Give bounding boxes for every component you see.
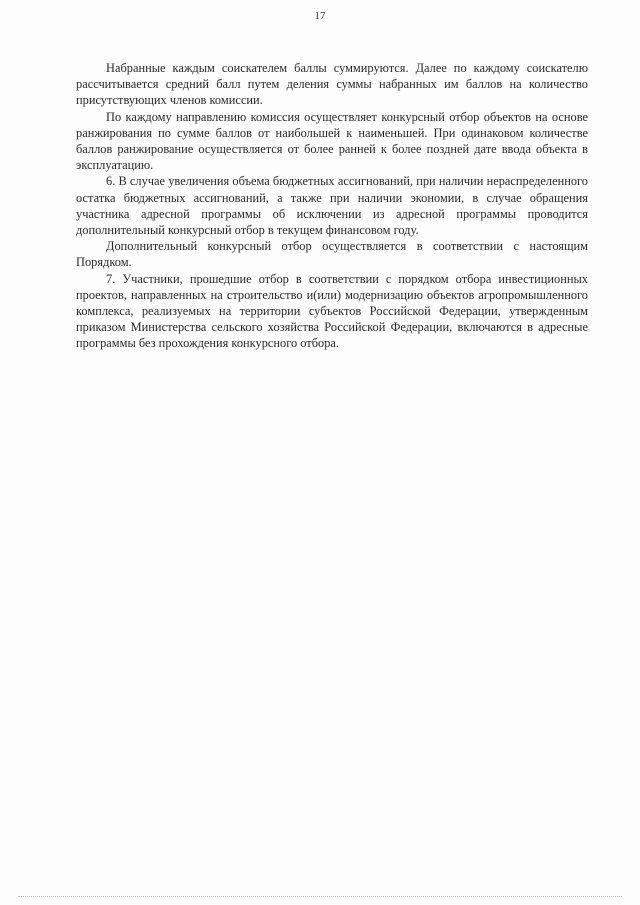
scan-edge-line [18, 896, 622, 897]
document-body [76, 60, 588, 352]
paragraph-ranking: По каждому направлению комиссия осуществляет конкурсный отбор объектов на основе ранжирования по сумме баллов от наибольшей к наименьшей. При одинаковом количестве баллов ранжирование осуществляется от более ранней к более поздней дате ввода объекта в эксплуатацию. [76, 109, 588, 173]
page-number: 17 [314, 10, 326, 22]
paragraph-scores-summation: Набранные каждым соискателем баллы суммируются. Далее по каждому соискателю рассчитывается средний балл путем деления суммы набранных им баллов на количество присутствующих членов комиссии. [76, 61, 588, 108]
paragraph-procedure-reference: Дополнительный конкурсный отбор осуществляется в соответствии с настоящим Порядком. [76, 239, 588, 270]
paragraph-additional-selection: 6. В случае увеличения объема бюджетных ассигнований, при наличии нераспределенного остатка бюджетных ассигнований, а также при наличии экономии, в случае обращения участника адресной программы об исключении из адресной программы проводится дополнительный конкурсный отбор в текущем финансовом году. [76, 174, 588, 238]
paragraph-participants-inclusion: 7. Участники, прошедшие отбор в соответствии с порядком отбора инвестиционных проектов, направленных на строительство и(или) модернизацию объектов агропромышленного комплекса, реализуемых на территории субъектов Российской Федерации, утвержденным приказом Министерства сельского хозяйства Российской Федерации, включаются в адресные программы без прохождения конкурсного отбора. [76, 271, 588, 351]
